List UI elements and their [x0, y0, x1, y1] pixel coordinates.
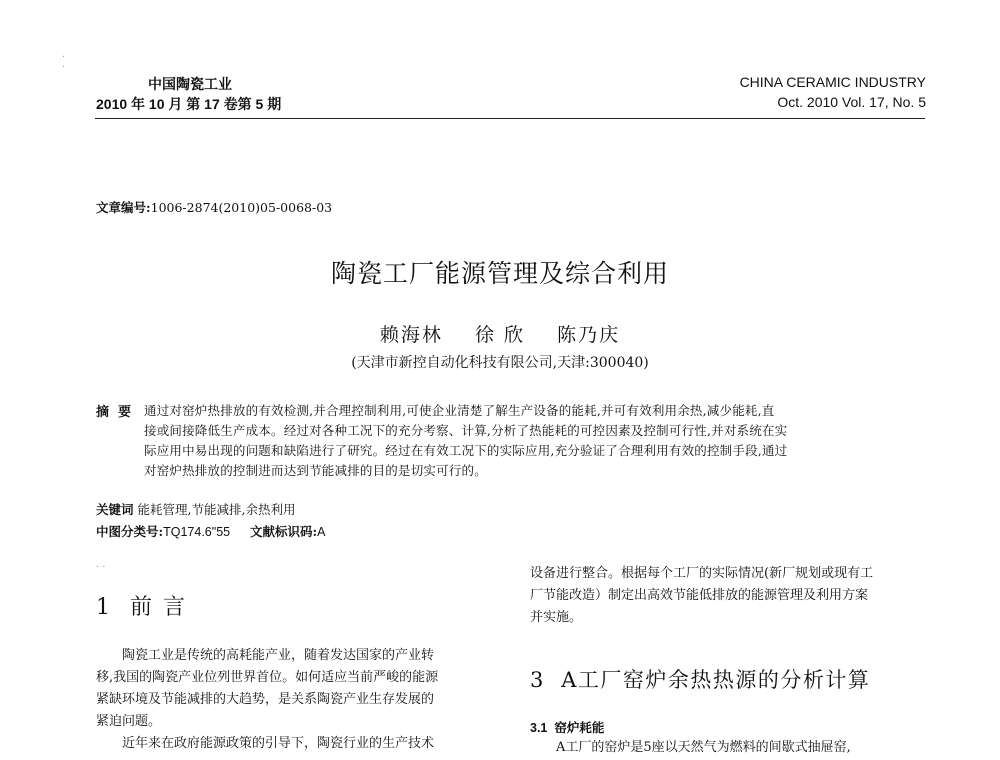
abstract-line: 通过对窑炉热排放的有效检测,并合理控制利用,可使企业清楚了解生产设备的能耗,并可有效利用余热,减少能耗,直 [144, 403, 775, 418]
issue-info-en: Oct. 2010 Vol. 17, No. 5 [777, 94, 926, 110]
section-3-1-paragraph: A工厂的窑炉是5座以天然气为燃料的间歇式抽屉窑, [556, 740, 851, 755]
classification [96, 522, 325, 540]
keywords-label: 关键词 [96, 502, 134, 517]
body-line: 并实施。 [530, 610, 583, 625]
scan-speck: · · [96, 562, 106, 573]
paper-title: 陶瓷工厂能源管理及综合利用 [330, 260, 669, 288]
article-id-label: 文章编号: [96, 200, 151, 215]
scan-speck: · [62, 52, 66, 63]
abstract-line: 接或间接降低生产成本。经过对各种工况下的充分考察、计算,分析了热能耗的可控因素及控制可行性,并对系统在实 [144, 423, 788, 438]
abstract-line: 对窑炉热排放的控制进而达到节能减排的目的是切实可行的。 [144, 463, 487, 478]
author-list: 赖海林 徐 欣 陈乃庆 [379, 324, 621, 346]
doc-code-value: A [317, 525, 326, 539]
body-line: 紧迫问题。 [96, 714, 162, 729]
issue-info-cn: 2010 年 10 月 第 17 卷第 5 期 [96, 96, 282, 112]
right-column-continued-text [530, 563, 930, 629]
journal-name-en: CHINA CERAMIC INDUSTRY [739, 74, 926, 90]
clc-value: TQ174.6"55 [163, 525, 231, 539]
section-1-paragraph-1 [96, 645, 506, 755]
header-rule [95, 118, 925, 119]
body-line: 设备进行整合。根据每个工厂的实际情况(新厂规划或现有工 [530, 566, 874, 581]
clc-label: 中图分类号: [96, 524, 164, 539]
article-id-value: 1006-2874(2010)05-0068-03 [150, 200, 333, 215]
article-id [96, 198, 332, 216]
abstract-line: 际应用中易出现的问题和缺陷进行了研究。经过在有效工况下的实际应用,充分验证了合理利用有效的控制手段,通过 [144, 443, 788, 458]
body-line: 陶瓷工业是传统的高耗能产业，随着发达国家的产业转 [122, 648, 435, 663]
subsection-3-1-heading: 3.1 窑炉耗能 [530, 721, 605, 735]
body-line: 紧缺环境及节能减排的大趋势，是关系陶瓷产业生存发展的 [96, 692, 435, 707]
scan-speck: · [62, 62, 66, 73]
body-line: 厂节能改造）制定出高效节能低排放的能源管理及利用方案 [530, 588, 869, 603]
keywords [96, 500, 295, 518]
abstract-label: 摘 要 [96, 405, 132, 420]
body-line: 近年来在政府能源政策的引导下，陶瓷行业的生产技术 [122, 736, 435, 751]
journal-name-cn: 中国陶瓷工业 [148, 76, 232, 92]
body-line: 移,我国的陶瓷产业位列世界首位。如何适应当前严峻的能源 [96, 670, 439, 685]
section-3-heading: 3 A工厂窑炉余热热源的分析计算 [530, 668, 871, 692]
doc-code-label: 文献标识码: [249, 524, 318, 539]
keywords-value: 能耗管理,节能减排,余热利用 [137, 502, 296, 517]
section-1-heading: 1 前 言 [96, 595, 187, 620]
abstract-body [144, 401, 934, 481]
affiliation: (天津市新控自动化科技有限公司,天津:300040) [351, 355, 649, 371]
